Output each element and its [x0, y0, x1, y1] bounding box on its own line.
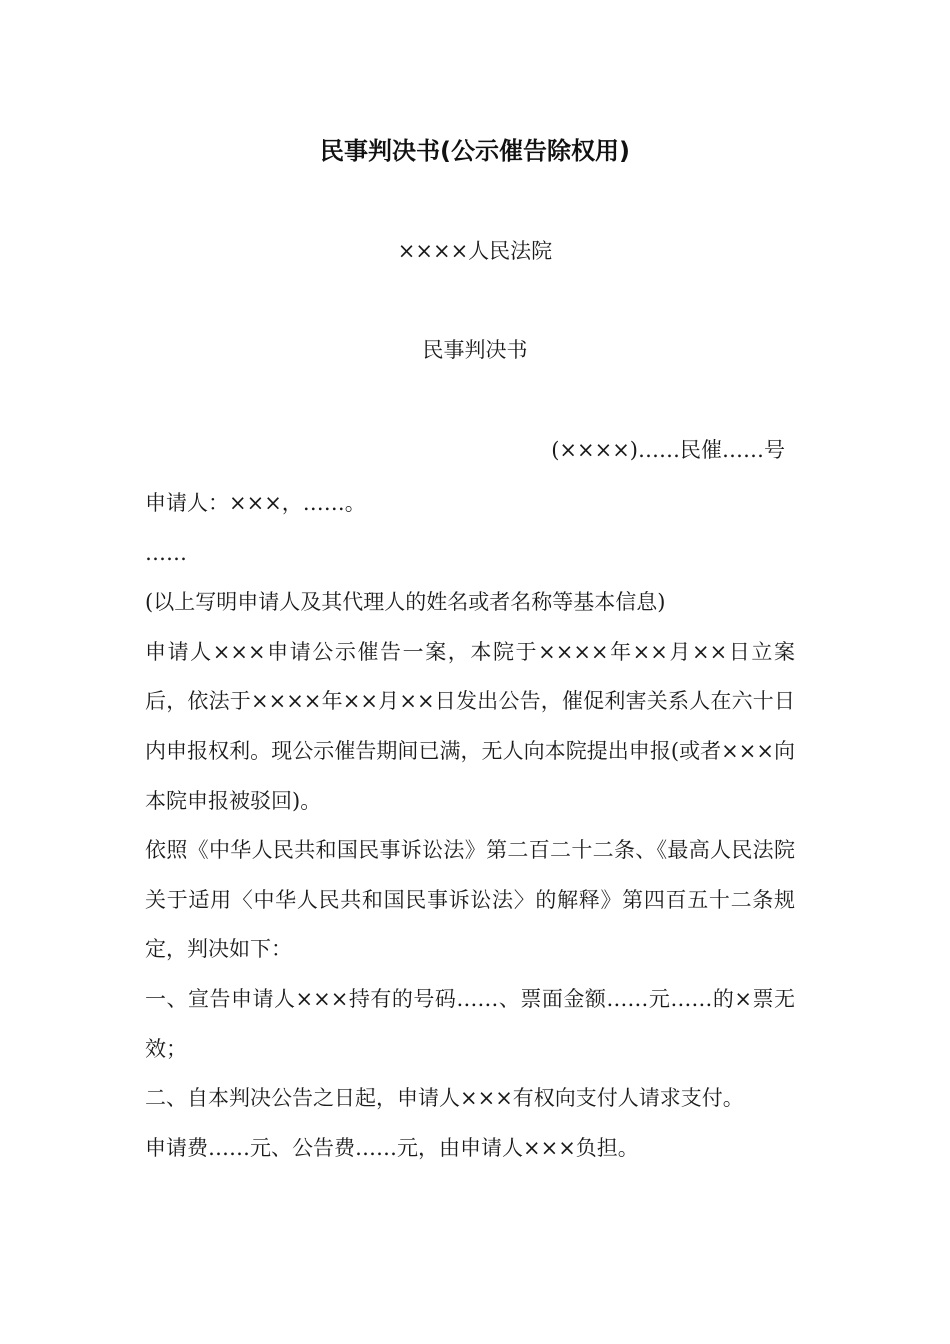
note-paragraph: (以上写明申请人及其代理人的姓名或者名称等基本信息) — [145, 590, 666, 615]
document-body — [145, 479, 795, 1173]
applicant-paragraph: 申请人：×××，……。 — [145, 491, 366, 515]
ellipsis-paragraph: …… — [145, 540, 187, 565]
judgment-item-2: 二、自本判决公告之日起，申请人×××有权向支付人请求支付。 — [145, 1086, 744, 1111]
document-type: 民事判决书 — [422, 338, 528, 362]
document-title: 民事判决书(公示催告除权用) — [320, 137, 630, 165]
fee-paragraph: 申请费……元、公告费……元，由申请人×××负担。 — [145, 1135, 639, 1160]
case-number: (××××)……民催……号 — [551, 438, 785, 462]
case-facts-paragraph: 申请人×××申请公示催告一案，本院于××××年××月××日立案后，依法于××××年××月××日发出公告，催促利害关系人在六十日内申报权利。现公示催告期间已满，无人向本院提出申报(或者×××向本院申报被驳回)。 — [145, 639, 795, 813]
judgment-item-1: 一、宣告申请人×××持有的号码……、票面金额……元……的×票无效； — [145, 986, 795, 1061]
legal-basis-paragraph: 依照《中华人民共和国民事诉讼法》第二百二十二条、《最高人民法院关于适用〈中华人民共和国民事诉讼法〉的解释》第四百五十二条规定，判决如下： — [145, 838, 795, 962]
court-name: ××××人民法院 — [397, 239, 553, 263]
